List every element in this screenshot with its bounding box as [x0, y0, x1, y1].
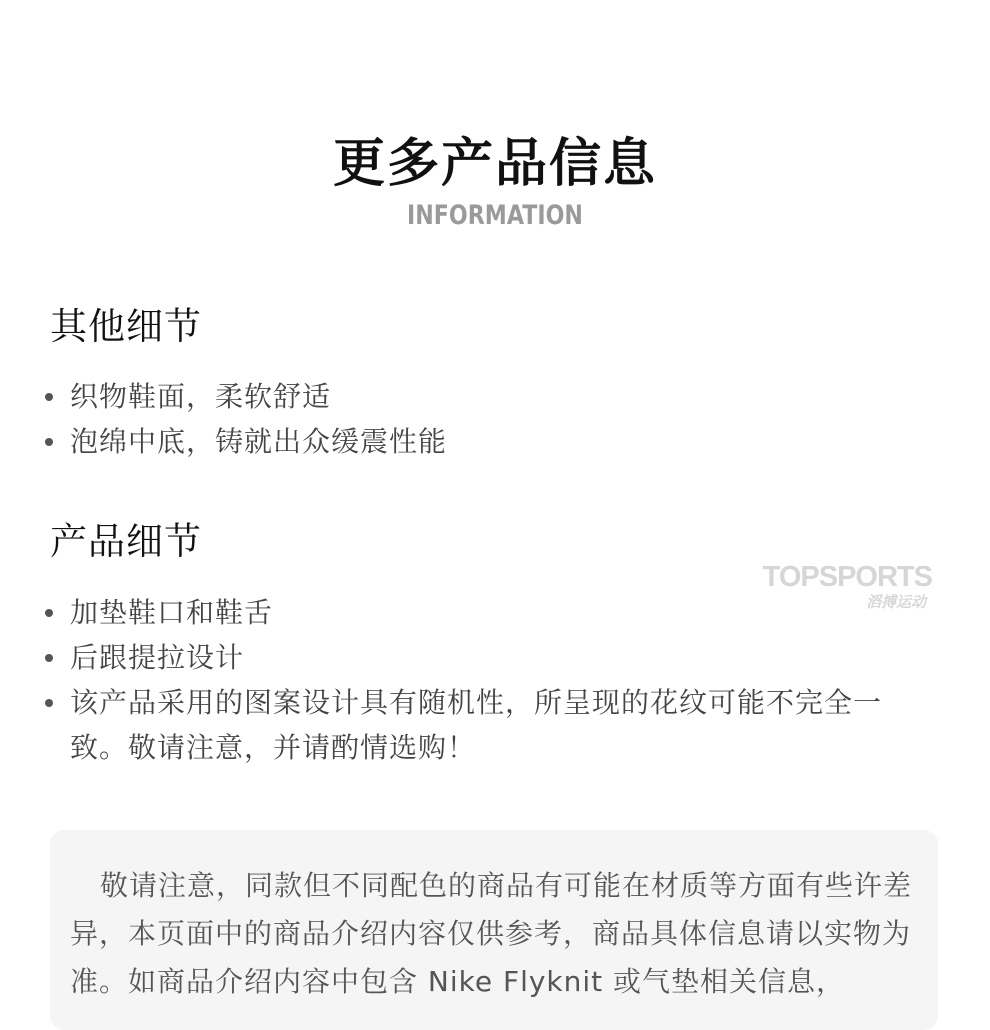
- page-title: 更多产品信息: [332, 134, 657, 194]
- other-details-list: [0, 374, 920, 464]
- bullet-dot: [45, 609, 53, 617]
- product-details-list: [0, 590, 920, 770]
- bullet-dot: [45, 438, 53, 446]
- page-subtitle: INFORMATION: [407, 200, 583, 231]
- section-heading-other-details: 其他细节: [50, 305, 202, 348]
- list-item-text: 泡绵中底，铸就出众缓震性能: [70, 425, 448, 458]
- bullet-dot: [45, 699, 53, 707]
- watermark-sub: 滔搏运动: [865, 593, 926, 611]
- list-item: [0, 680, 920, 770]
- notice-box: [50, 830, 938, 1030]
- watermark-brand: TOPSPORTS: [762, 561, 932, 593]
- list-item: [0, 374, 920, 419]
- list-item-text: 织物鞋面，柔软舒适: [70, 380, 332, 413]
- watermark: [746, 561, 932, 611]
- list-item: [0, 419, 920, 464]
- list-item: [0, 635, 920, 680]
- list-item-text: 该产品采用的图案设计具有随机性，所呈现的花纹可能不完全一致。敬请注意，并请酌情选购！: [70, 686, 883, 764]
- section-heading-product-details: 产品细节: [50, 520, 202, 563]
- list-item-text: 后跟提拉设计: [70, 641, 245, 674]
- notice-text: 敬请注意，同款但不同配色的商品有可能在材质等方面有些许差异，本页面中的商品介绍内容仅供参考，商品具体信息请以实物为准。如商品介绍内容中包含 Nike Flyknit 或气垫相关信息，: [70, 869, 913, 998]
- list-item-text: 加垫鞋口和鞋舌: [70, 596, 274, 629]
- bullet-dot: [45, 393, 53, 401]
- bullet-dot: [45, 654, 53, 662]
